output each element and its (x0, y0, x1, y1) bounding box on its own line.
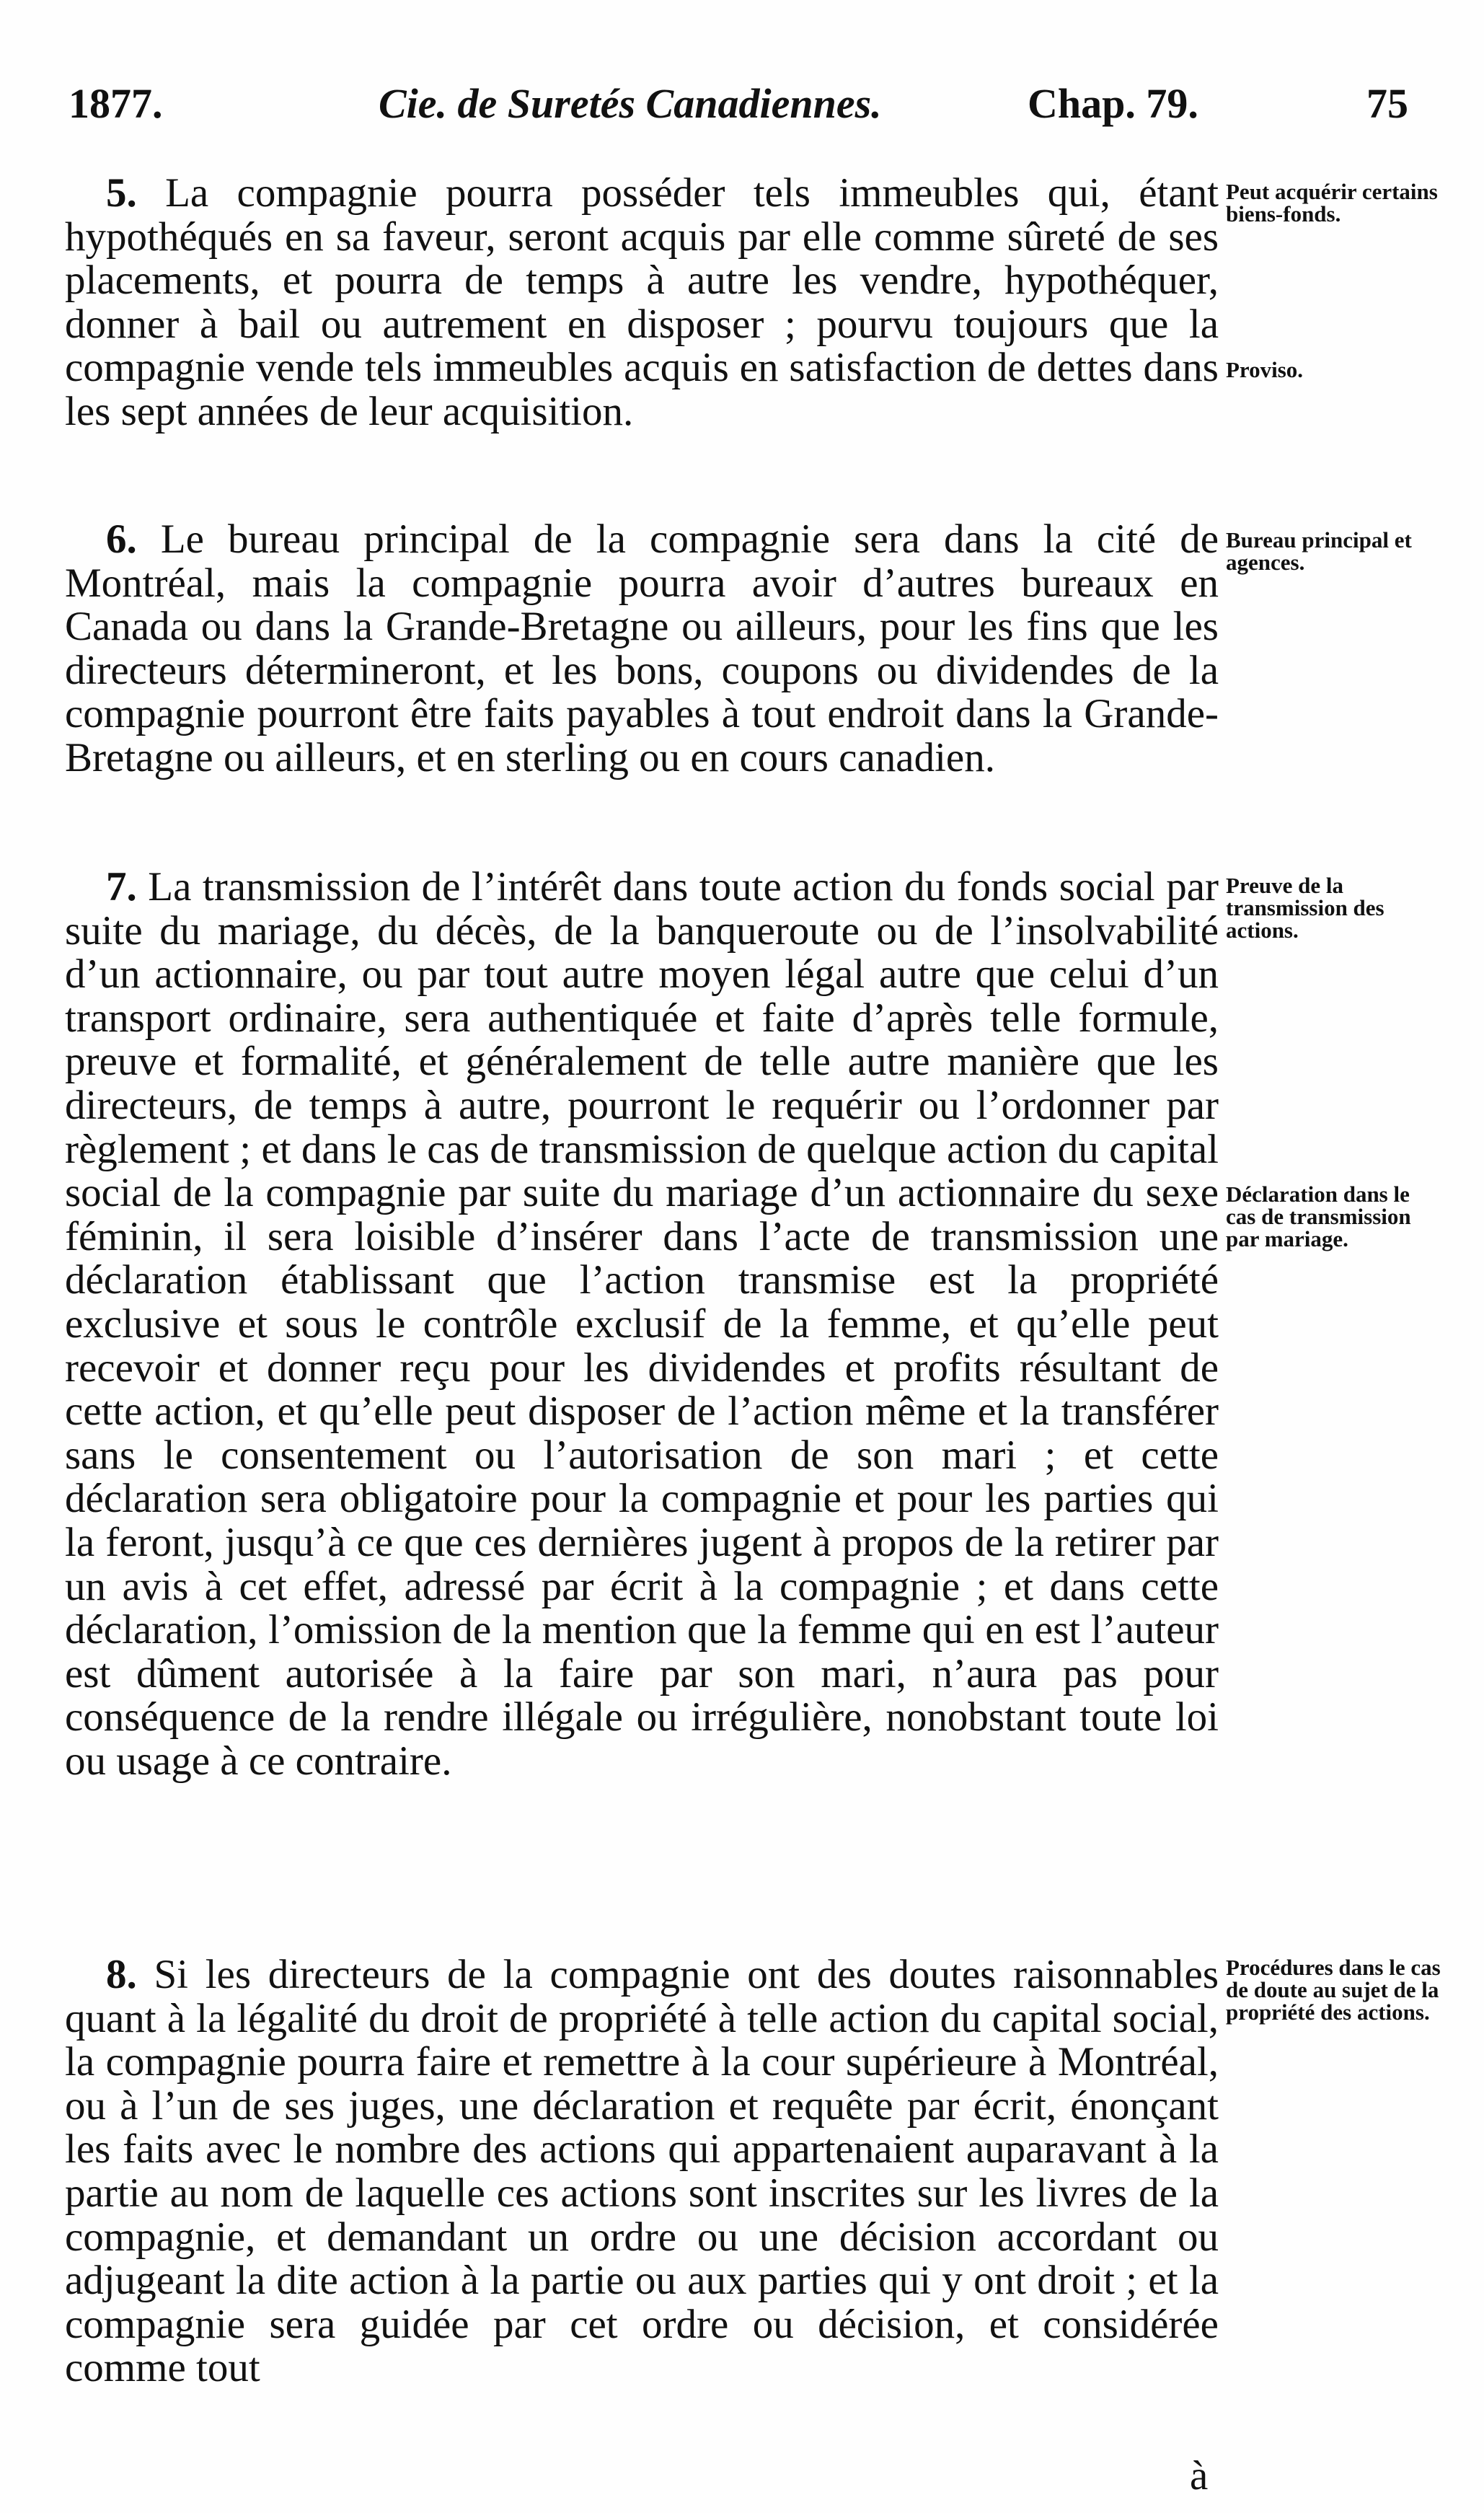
margin-note-procedures: Procédures dans le cas de doute au sujet de la propriété des actions. (1226, 1955, 1441, 2025)
running-header (69, 79, 1439, 137)
section-6 (65, 518, 1219, 780)
header-title: Cie. de Suretés Canadiennes. (379, 80, 882, 127)
section-8-text: Si les directeurs de la compagnie ont des doutes raisonnables quant à la légalité du droit de propriété à telle action du capital social, la compagnie pourra faire et remettre à la cour supérieure à Montréal, ou à l’un de ses juges, une déclaration et requête par écrit, énonçant les faits avec le nombre des actions qui appartenaient auparavant à la partie au nom de laquelle ces actions sont inscrites sur les livres de la compagnie, et demandant un ordre ou une décision accordant ou adjugeant la dite action à la partie ou aux parties qui y ont droit ; et la compagnie sera guidée par cet ordre ou décision, et considérée comme tout (65, 1952, 1219, 2391)
section-7-paragraph (65, 866, 1219, 1783)
section-8 (65, 1953, 1219, 2390)
section-6-number: 6. (106, 516, 137, 562)
section-5-paragraph (65, 172, 1219, 434)
header-chapter: Chap. 79. (1028, 80, 1198, 127)
section-5-number: 5. (106, 170, 137, 216)
header-year: 1877. (69, 80, 163, 127)
section-7 (65, 866, 1219, 1783)
margin-note-transmission: Preuve de la transmission des actions. (1226, 873, 1384, 943)
margin-note-acquire: Peut acquérir certains biens-fonds. (1226, 179, 1438, 226)
page-number: 75 (1366, 80, 1408, 127)
section-5-text: La compagnie pourra posséder tels immeubles qui, étant hypothéqués en sa faveur, seront acquis par elle comme sûreté de ses placements, et pourra de temps à autre les vendre, hypothéquer, donner à bail ou autrement en disposer ; pourvu toujours que la compagnie vende tels immeubles acquis en satisfaction de dettes dans les sept années de leur acquisition. (65, 170, 1219, 434)
section-6-text: Le bureau principal de la compagnie sera dans la cité de Montréal, mais la compagnie pourra avoir d’autres bureaux en Canada ou dans la Grande-Bretagne ou ailleurs, pour les fins que les directeurs détermineront, et les bons, coupons ou dividendes de la compagnie pourront être faits payables à tout endroit dans la Grande-Bretagne ou ailleurs, et en sterling ou en cours canadien. (65, 516, 1219, 780)
section-6-paragraph (65, 518, 1219, 780)
margin-note-bureau: Bureau principal et agences. (1226, 527, 1412, 575)
section-8-number: 8. (106, 1952, 137, 1997)
section-7-text: La transmission de l’intérêt dans toute action du fonds social par suite du mariage, du décès, de la banqueroute ou de l’insolvabilité d’un actionnaire, ou par tout autre moyen légal autre que celui d’un transport ordinaire, sera authentiquée et faite d’après telle formule, preuve et formalité, et généralement de telle autre manière que les directeurs, de temps à autre, pourront le requérir ou l’ordonner par règlement ; et dans le cas de transmission de quelque action du capital social de la compagnie par suite du mariage d’un actionnaire du sexe féminin, il sera loisible d’insérer dans l’acte de transmission une déclaration établissant que l’action transmise est la propriété exclusive et sous le contrôle exclusif de la femme, et qu’elle peut recevoir et donner reçu pour les dividendes et profits résultant de cette action, et qu’elle peut disposer de l’action même et la transférer sans le consentement ou l’autorisation de son mari ; et cette déclaration sera obligatoire pour la compagnie et pour les parties qui la feront, jusqu’à ce que ces dernières jugent à propos de la retirer par un avis à cet effet, adressé par écrit à la compagnie ; et dans cette déclaration, l’omission de la mention que la femme qui en est l’auteur est dûment autorisée à la faire par son mari, n’aura pas pour conséquence de la rendre illégale ou irrégulière, nonobstant toute loi ou usage à ce contraire. (65, 864, 1219, 1784)
section-5 (65, 172, 1219, 434)
section-8-paragraph (65, 1953, 1219, 2390)
margin-note-proviso: Proviso. (1226, 357, 1304, 382)
continuation-word: à (1190, 2453, 1209, 2499)
section-7-number: 7. (106, 864, 137, 910)
margin-note-declaration: Déclaration dans le cas de transmission par mariage. (1226, 1181, 1411, 1251)
